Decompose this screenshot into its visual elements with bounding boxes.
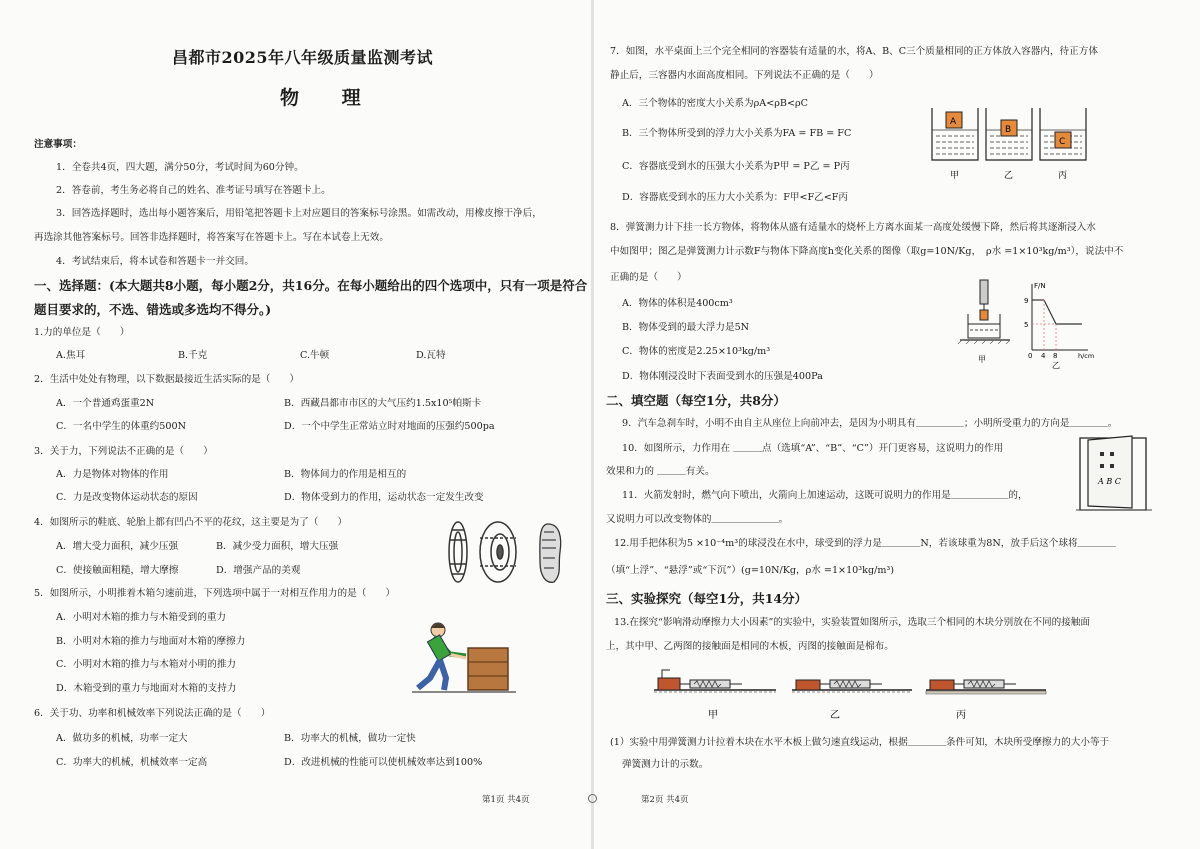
q1-stem: 1.力的单位是（ ） bbox=[34, 327, 130, 338]
section3-heading: 三、实验探究（每空1分，共14分） bbox=[606, 591, 808, 606]
q4-stem: 4．如图所示的鞋底、轮胎上都有凹凸不平的花纹，这主要是为了（ ） bbox=[34, 517, 348, 528]
q10-line2: 效果和力的 ＿＿＿有关。 bbox=[606, 466, 715, 477]
section1-line1: 一、选择题：(本大题共8小题，每小题2分，共16分。在每小题给出的四个选项中，只有一项是符合 bbox=[34, 278, 588, 293]
q12-line1: 12.用手把体积为5 ×10⁻⁴m³的球浸没在水中，球受到的浮力是＿＿＿＿N，若该球重为8N，放手后这个球将＿＿＿＿ bbox=[614, 538, 1116, 549]
container-label-1: 甲 bbox=[950, 171, 960, 181]
q7-stem-line1: 7．如图，水平桌面上三个完全相同的容器装有适量的水，将A、B、C三个质量相同的正方体放入容器内，待正方体 bbox=[610, 46, 1098, 57]
q13-line2: 上，其中甲、乙两图的接触面是相同的木板，丙图的接触面是棉布。 bbox=[606, 641, 894, 652]
q12-line2: （填“上浮”、“悬浮”或“下沉”）(g=10N/Kg，ρ水 =1×10³kg/m³) bbox=[606, 565, 895, 576]
graph-x-tick-4: 4 bbox=[1041, 352, 1046, 360]
page-footer-right: 第2页 共4页 bbox=[641, 795, 689, 805]
section2-heading: 二、填空题（每空1分，共8分） bbox=[606, 393, 786, 408]
notes-heading: 注意事项： bbox=[34, 139, 82, 150]
q2-option-d: D．一个中学生正常站立时对地面的压强约500pa bbox=[284, 421, 495, 432]
setup-bing bbox=[926, 680, 1046, 694]
block-a-label: A bbox=[950, 117, 957, 127]
graph-segment-2 bbox=[1044, 300, 1056, 324]
q3-option-b: B．物体间力的作用是相互的 bbox=[284, 469, 407, 480]
three-containers-figure bbox=[928, 104, 1098, 184]
graph-y-tick-5: 5 bbox=[1024, 321, 1029, 329]
note-1: 1．全卷共4页，四大题，满分50分，考试时间为60分钟。 bbox=[56, 162, 304, 173]
door-figure bbox=[1076, 434, 1152, 514]
friction-experiment-figure bbox=[650, 660, 1050, 724]
q13-part1-line2: 弹簧测力计的示数。 bbox=[622, 759, 709, 770]
block-b-label: B bbox=[1005, 125, 1012, 135]
q1-option-d: D.瓦特 bbox=[416, 350, 446, 361]
page-footer-left: 第1页 共4页 bbox=[482, 795, 530, 805]
setup-label-1: 甲 bbox=[708, 710, 718, 721]
q1-option-a: A.焦耳 bbox=[56, 350, 86, 361]
note-3b: 再选涂其他答案标号。回答非选择题时，将答案写在答题卡上。写在本试卷上无效。 bbox=[34, 232, 389, 243]
q10-line1: 10．如图所示，力作用在 ＿＿＿点（选填“A”、“B”、“C”）开门更容易，这说明力的作用 bbox=[622, 443, 1004, 454]
q8-option-c: C．物体的密度是2.25×10³kg/m³ bbox=[622, 346, 771, 357]
setup-jia bbox=[654, 670, 776, 692]
q4-option-d: D．增强产品的美观 bbox=[216, 565, 301, 576]
q6-option-d: D．改进机械的性能可以使机械效率达到100% bbox=[284, 757, 483, 768]
q8-option-d: D．物体刚浸没时下表面受到水的压强是400Pa bbox=[622, 371, 823, 382]
q2-option-a: A．一个普通鸡蛋重2N bbox=[56, 398, 155, 409]
boy-pushing-box-image bbox=[410, 620, 520, 696]
q3-stem: 3．关于力，下列说法不正确的是（ ） bbox=[34, 446, 213, 457]
q5-option-c: C．小明对木箱的推力与木箱对小明的推力 bbox=[56, 659, 237, 670]
page-gutter bbox=[591, 0, 594, 849]
q7-option-d: D．容器底受到水的压力大小关系为：F甲<F乙<F丙 bbox=[622, 192, 849, 203]
q6-stem: 6．关于功、功率和机械效率下列说法正确的是（ ） bbox=[34, 708, 271, 719]
q1-option-b: B.千克 bbox=[178, 350, 208, 361]
q5-stem: 5．如图所示，小明推着木箱匀速前进，下列选项中属于一对相互作用力的是（ ） bbox=[34, 588, 396, 599]
q5-option-d: D．木箱受到的重力与地面对木箱的支持力 bbox=[56, 683, 237, 694]
q8-stem-line1: 8．弹簧测力计下挂一长方物体，将物体从盛有适量水的烧杯上方离水面某一高度处缓慢下降，然后将其逐渐浸入水 bbox=[610, 222, 1096, 233]
q13-line1: 13.在探究“影响滑动摩擦力大小因素”的实验中，实验装置如图所示，选取三个相同的木块分别放在不同的接触面 bbox=[614, 617, 1090, 628]
note-3a: 3．回答选择题时，选出每小题答案后，用铅笔把答题卡上对应题目的答案标号涂黑。如需改动，用橡皮擦干净后， bbox=[56, 208, 542, 219]
force-height-graph bbox=[1018, 278, 1102, 370]
q2-stem: 2．生活中处处有物理，以下数据最接近生活实际的是（ ） bbox=[34, 374, 300, 385]
q5-option-a: A．小明对木箱的推力与木箱受到的重力 bbox=[56, 612, 227, 623]
note-4: 4．考试结束后，将本试卷和答题卡一并交回。 bbox=[56, 256, 254, 267]
note-2: 2．答卷前，考生务必将自己的姓名、准考证号填写在答题卡上。 bbox=[56, 185, 331, 196]
setup-label-2: 乙 bbox=[830, 710, 840, 721]
q7-option-b: B．三个物体所受到的浮力大小关系为FA = FB = FC bbox=[622, 128, 852, 139]
q3-option-d: D．物体受到力的作用，运动状态一定发生改变 bbox=[284, 492, 484, 503]
q9-text: 9．汽车急刹车时，小明不由自主从座位上向前冲去，是因为小明具有＿＿＿＿＿；小明所受重力的方向是＿＿＿＿。 bbox=[622, 418, 1118, 429]
q8-stem-line3: 正确的是（ ） bbox=[610, 272, 687, 283]
container-label-3: 丙 bbox=[1058, 171, 1068, 181]
q2-option-b: B．西藏昌都市市区的大气压约1.5x10⁵帕斯卡 bbox=[284, 398, 482, 409]
q4-option-b: B．减少受力面积，增大压强 bbox=[216, 541, 339, 552]
q4-option-c: C．使接触面粗糙，增大摩擦 bbox=[56, 565, 179, 576]
q3-option-a: A．力是物体对物体的作用 bbox=[56, 469, 169, 480]
graph-x-axis-label: h/cm bbox=[1078, 352, 1095, 360]
q8-stem-line2: 中如图甲；图乙是弹簧测力计示数F与物体下降高度h变化关系的图像（取g=10N/Kg， ρ水 =1×10³kg/m³），说法中不 bbox=[610, 246, 1124, 257]
setup-yi bbox=[792, 680, 912, 692]
q2-option-c: C．一名中学生的体重约500N bbox=[56, 421, 186, 432]
binding-hole-mark bbox=[588, 794, 597, 803]
tire-shoe-sole-image bbox=[440, 518, 570, 586]
door-points-labels: A B C bbox=[1098, 477, 1121, 486]
section1-line2: 题目要求的，不选、错选或多选均不得分。) bbox=[34, 302, 272, 317]
graph-y-axis-label: F/N bbox=[1034, 282, 1046, 290]
q6-option-c: C．功率大的机械，机械效率一定高 bbox=[56, 757, 208, 768]
q6-option-a: A．做功多的机械，功率一定大 bbox=[56, 733, 188, 744]
subject-title: 物 理 bbox=[280, 87, 379, 109]
q1-option-c: C.牛顿 bbox=[300, 350, 330, 361]
q6-option-b: B．功率大的机械，做功一定快 bbox=[284, 733, 416, 744]
q11-line1: 11．火箭发射时，燃气向下喷出，火箭向上加速运动，这既可说明力的作用是＿＿＿＿＿＿的， bbox=[622, 490, 1028, 501]
q8-option-a: A．物体的体积是400cm³ bbox=[622, 298, 733, 309]
q5-option-b: B．小明对木箱的推力与地面对木箱的摩擦力 bbox=[56, 636, 246, 647]
q8-option-b: B．物体受到的最大浮力是5N bbox=[622, 322, 750, 333]
q7-stem-line2: 静止后，三容器内水面高度相同。下列说法不正确的是（ ） bbox=[610, 70, 879, 81]
graph-y-tick-9: 9 bbox=[1024, 297, 1029, 305]
graph-x-tick-8: 8 bbox=[1053, 352, 1058, 360]
exam-title: 昌都市2025年八年级质量监测考试 bbox=[172, 48, 434, 67]
container-label-2: 乙 bbox=[1004, 171, 1014, 181]
q13-part1-line1: (1）实验中用弹簧测力计拉着木块在水平木板上做匀速直线运动，根据＿＿＿＿条件可知，木块所受摩擦力的大小等于 bbox=[610, 737, 1110, 748]
q4-option-a: A．增大受力面积，减少压强 bbox=[56, 541, 179, 552]
fig-label-jia: 甲 bbox=[978, 355, 986, 364]
block-c-label: C bbox=[1059, 137, 1066, 147]
q7-option-c: C．容器底受到水的压强大小关系为P甲 = P乙 = P丙 bbox=[622, 161, 850, 172]
setup-label-3: 丙 bbox=[956, 710, 966, 721]
spring-scale-beaker-figure bbox=[954, 278, 1014, 370]
q11-line2: 又说明力可以改变物体的＿＿＿＿＿＿＿。 bbox=[606, 514, 789, 525]
fig-label-yi: 乙 bbox=[1052, 361, 1060, 370]
q7-option-a: A．三个物体的密度大小关系为ρA<ρB<ρC bbox=[622, 98, 808, 109]
graph-x-tick-0: 0 bbox=[1028, 352, 1033, 360]
q3-option-c: C．力是改变物体运动状态的原因 bbox=[56, 492, 198, 503]
